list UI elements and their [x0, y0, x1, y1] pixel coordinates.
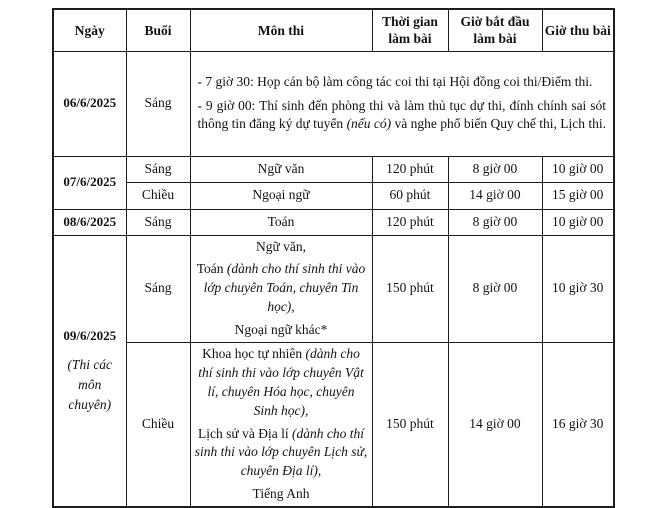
- subject-cell-june7-afternoon: Ngoại ngữ: [190, 182, 372, 209]
- duration-cell-june7-afternoon: 60 phút: [372, 182, 448, 209]
- header-mon-thi: Môn thi: [190, 9, 372, 51]
- date-cell-june7: 07/6/2025: [53, 156, 126, 209]
- collect-time-cell-june9-morning: 10 giờ 30: [542, 235, 614, 342]
- exam-schedule-table: [52, 8, 615, 508]
- session-cell-june8: Sáng: [126, 209, 190, 235]
- header-thoi-gian-lam-bai: Thời gian làm bài: [372, 9, 448, 51]
- collect-time-cell-june8: 10 giờ 00: [542, 209, 614, 235]
- session-cell-june7-morning: Sáng: [126, 156, 190, 182]
- collect-time-cell-june7-afternoon: 15 giờ 00: [542, 182, 614, 209]
- start-time-cell-june8: 8 giờ 00: [448, 209, 542, 235]
- subject-cell-june8: Toán: [190, 209, 372, 235]
- session-cell-june6: Sáng: [126, 51, 190, 156]
- duration-cell-june9-afternoon: 150 phút: [372, 342, 448, 507]
- duration-cell-june8: 120 phút: [372, 209, 448, 235]
- session-cell-june7-afternoon: Chiều: [126, 182, 190, 209]
- session-cell-june9-afternoon: Chiều: [126, 342, 190, 507]
- subject-cell-june9-afternoon: Khoa học tự nhiên (dành cho thí sinh thi vào lớp chuyên Vật lí, chuyên Hóa học, chuyên Sinh học), Lịch sử và Địa lí (dành cho thí sinh thi vào lớp chuyên Lịch sử, chuyên Địa lí), Tiếng Anh: [190, 342, 372, 507]
- row-june8: [53, 209, 614, 235]
- row-june7-morning: [53, 156, 614, 182]
- header-gio-thu-bai: Giờ thu bài: [542, 9, 614, 51]
- session-cell-june9-morning: Sáng: [126, 235, 190, 342]
- row-june9-morning: [53, 235, 614, 342]
- subject-cell-june7-morning: Ngữ văn: [190, 156, 372, 182]
- row-june7-afternoon: [53, 182, 614, 209]
- collect-time-cell-june7-morning: 10 giờ 00: [542, 156, 614, 182]
- date-cell-june6: 06/6/2025: [53, 51, 126, 156]
- date-cell-june9: 09/6/2025 (Thi các môn chuyên): [53, 235, 126, 507]
- header-ngay: Ngày: [53, 9, 126, 51]
- date-cell-june8: 08/6/2025: [53, 209, 126, 235]
- subject-cell-june6: - 7 giờ 30: Họp cán bộ làm công tác coi thi tại Hội đồng coi thi/Điểm thi. - 9 giờ 00: Thí sinh đến phòng thi và làm thủ tục dự thi, đính chính sai sót thông tin đăng ký dự tuyển (nếu có) và nghe phổ biến Quy chế thi, Lịch thi.: [190, 51, 614, 156]
- start-time-cell-june9-afternoon: 14 giờ 00: [448, 342, 542, 507]
- start-time-cell-june9-morning: 8 giờ 00: [448, 235, 542, 342]
- row-june6: [53, 51, 614, 156]
- header-row: [53, 9, 614, 51]
- start-time-cell-june7-afternoon: 14 giờ 00: [448, 182, 542, 209]
- header-gio-bat-dau-lam-bai: Giờ bắt đầu làm bài: [448, 9, 542, 51]
- start-time-cell-june7-morning: 8 giờ 00: [448, 156, 542, 182]
- row-june9-afternoon: [53, 342, 614, 507]
- subject-cell-june9-morning: Ngữ văn, Toán (dành cho thí sinh thi vào lớp chuyên Toán, chuyên Tin học), Ngoại ngữ khác*: [190, 235, 372, 342]
- duration-cell-june9-morning: 150 phút: [372, 235, 448, 342]
- collect-time-cell-june9-afternoon: 16 giờ 30: [542, 342, 614, 507]
- duration-cell-june7-morning: 120 phút: [372, 156, 448, 182]
- header-buoi: Buổi: [126, 9, 190, 51]
